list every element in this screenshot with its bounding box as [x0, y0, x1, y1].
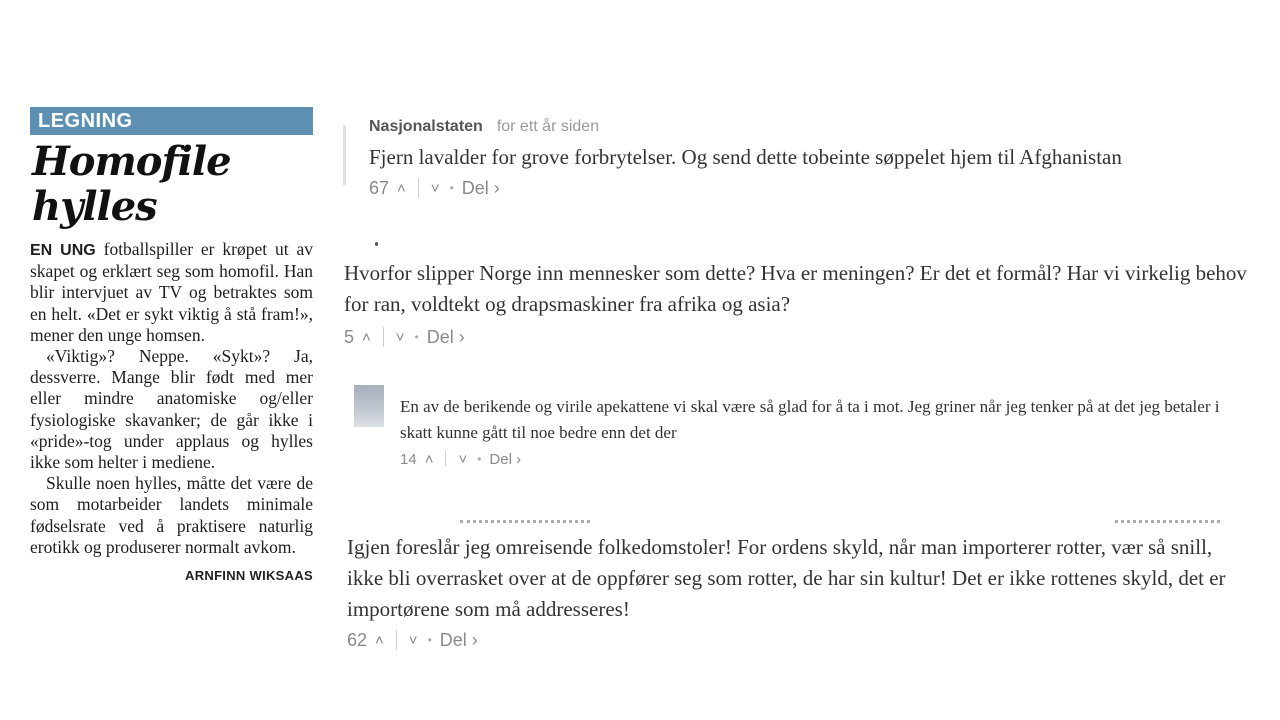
- vote-divider: [396, 630, 397, 650]
- chevron-up-icon[interactable]: ˄: [362, 328, 371, 346]
- chevron-up-icon[interactable]: ˄: [397, 179, 406, 197]
- clipped-text-remnant: [460, 520, 590, 527]
- article-body: [30, 239, 313, 558]
- chevron-down-icon[interactable]: ˅: [395, 328, 405, 346]
- lead-in-caps: EN UNG: [30, 242, 96, 259]
- dot-separator: •: [477, 452, 482, 466]
- comment-1: [369, 118, 1269, 201]
- comment-3-vote-bar: [400, 448, 1240, 470]
- clipped-text-remnant: [1115, 520, 1220, 527]
- article-headline: [32, 139, 313, 229]
- newspaper-clipping: [30, 107, 313, 583]
- comment-4-share-link[interactable]: Del ›: [439, 629, 478, 650]
- paragraph-1-text: fotballspiller er krøpet ut av skapet og erklært seg som homofil. Han blir intervjuet av TV og betraktes som en helt. «Det er sykt viktig å stå fram!», mener den unge homsen.: [30, 239, 313, 345]
- comment-4: [347, 532, 1247, 653]
- comment-1-header: [369, 116, 1269, 135]
- comment-3-share-link[interactable]: Del ›: [489, 450, 522, 468]
- scan-speck: [375, 242, 378, 246]
- headline-line-2: hylles: [32, 183, 157, 230]
- vote-divider: [383, 327, 384, 347]
- dot-separator: •: [427, 633, 432, 647]
- comment-1-text: Fjern lavalder for grove forbrytelser. Og send dette tobeinte søppelet hjem til Afghanistan: [369, 145, 1122, 169]
- comment-thread-rule: [343, 125, 346, 185]
- dot-separator: •: [449, 181, 454, 195]
- section-kicker: LEGNING: [30, 107, 313, 135]
- chevron-down-icon[interactable]: ˅: [458, 450, 468, 468]
- comment-2-vote-bar: [344, 324, 1259, 350]
- comment-2-vote-count: 5: [344, 326, 355, 347]
- comment-2-share-link[interactable]: Del ›: [426, 326, 465, 347]
- chevron-up-icon[interactable]: ˄: [375, 631, 384, 649]
- comment-4-vote-bar: [347, 627, 1247, 653]
- article-byline: ARNFINN WIKSAAS: [185, 568, 313, 584]
- comment-3-text: En av de berikende og virile apekattene vi skal være så glad for å ta i mot. Jeg griner når jeg tenker på at det jeg betaler i skatt kunne gått til noe bedre enn det der: [400, 397, 1220, 442]
- vote-divider: [445, 451, 446, 467]
- vote-divider: [418, 178, 419, 198]
- comment-4-vote-count: 62: [347, 629, 368, 650]
- article-paragraph-3: Skulle noen hylles, måtte det være de som motarbeider landets minimale fødselsrate ved å praktisere naturlig erotikk og produserer normalt avkom.: [30, 473, 313, 557]
- comment-3: [400, 394, 1240, 470]
- comment-1-vote-count: 67: [369, 177, 390, 198]
- chevron-down-icon[interactable]: ˅: [430, 179, 440, 197]
- chevron-down-icon[interactable]: ˅: [408, 631, 418, 649]
- article-paragraph-2: «Viktig»? Neppe. «Sykt»? Ja, dessverre. Mange blir født med mer eller mindre anatomiske og/eller fysiologiske skavanker; de går ikke i «pride»-tog under applaus og hylles ikke som helter i mediene.: [30, 346, 313, 473]
- article-paragraph-1: [30, 239, 313, 346]
- comment-1-timestamp: for ett år siden: [496, 118, 600, 135]
- headline-line-1: Homofile: [32, 138, 231, 185]
- comment-1-share-link[interactable]: Del ›: [461, 177, 500, 198]
- comment-3-vote-count: 14: [400, 450, 417, 468]
- comment-2: [344, 258, 1259, 350]
- avatar[interactable]: [354, 385, 384, 427]
- dot-separator: •: [414, 330, 419, 344]
- comment-4-text: Igjen foreslår jeg omreisende folkedomstoler! For ordens skyld, når man importerer rotter, vær så snill, ikke bli overrasket over at de oppfører seg som rotter, de har sin kultur! Det er ikke rottenes skyld, det er importørene som må addresseres!: [347, 535, 1226, 621]
- comment-2-text: Hvorfor slipper Norge inn mennesker som dette? Hva er meningen? Er det et formål? Har vi virkelig behov for ran, voldtekt og drapsmaskiner fra afrika og asia?: [344, 261, 1247, 316]
- comment-1-author[interactable]: Nasjonalstaten: [369, 118, 483, 135]
- chevron-up-icon[interactable]: ˄: [424, 450, 434, 468]
- comment-1-vote-bar: [369, 175, 1269, 201]
